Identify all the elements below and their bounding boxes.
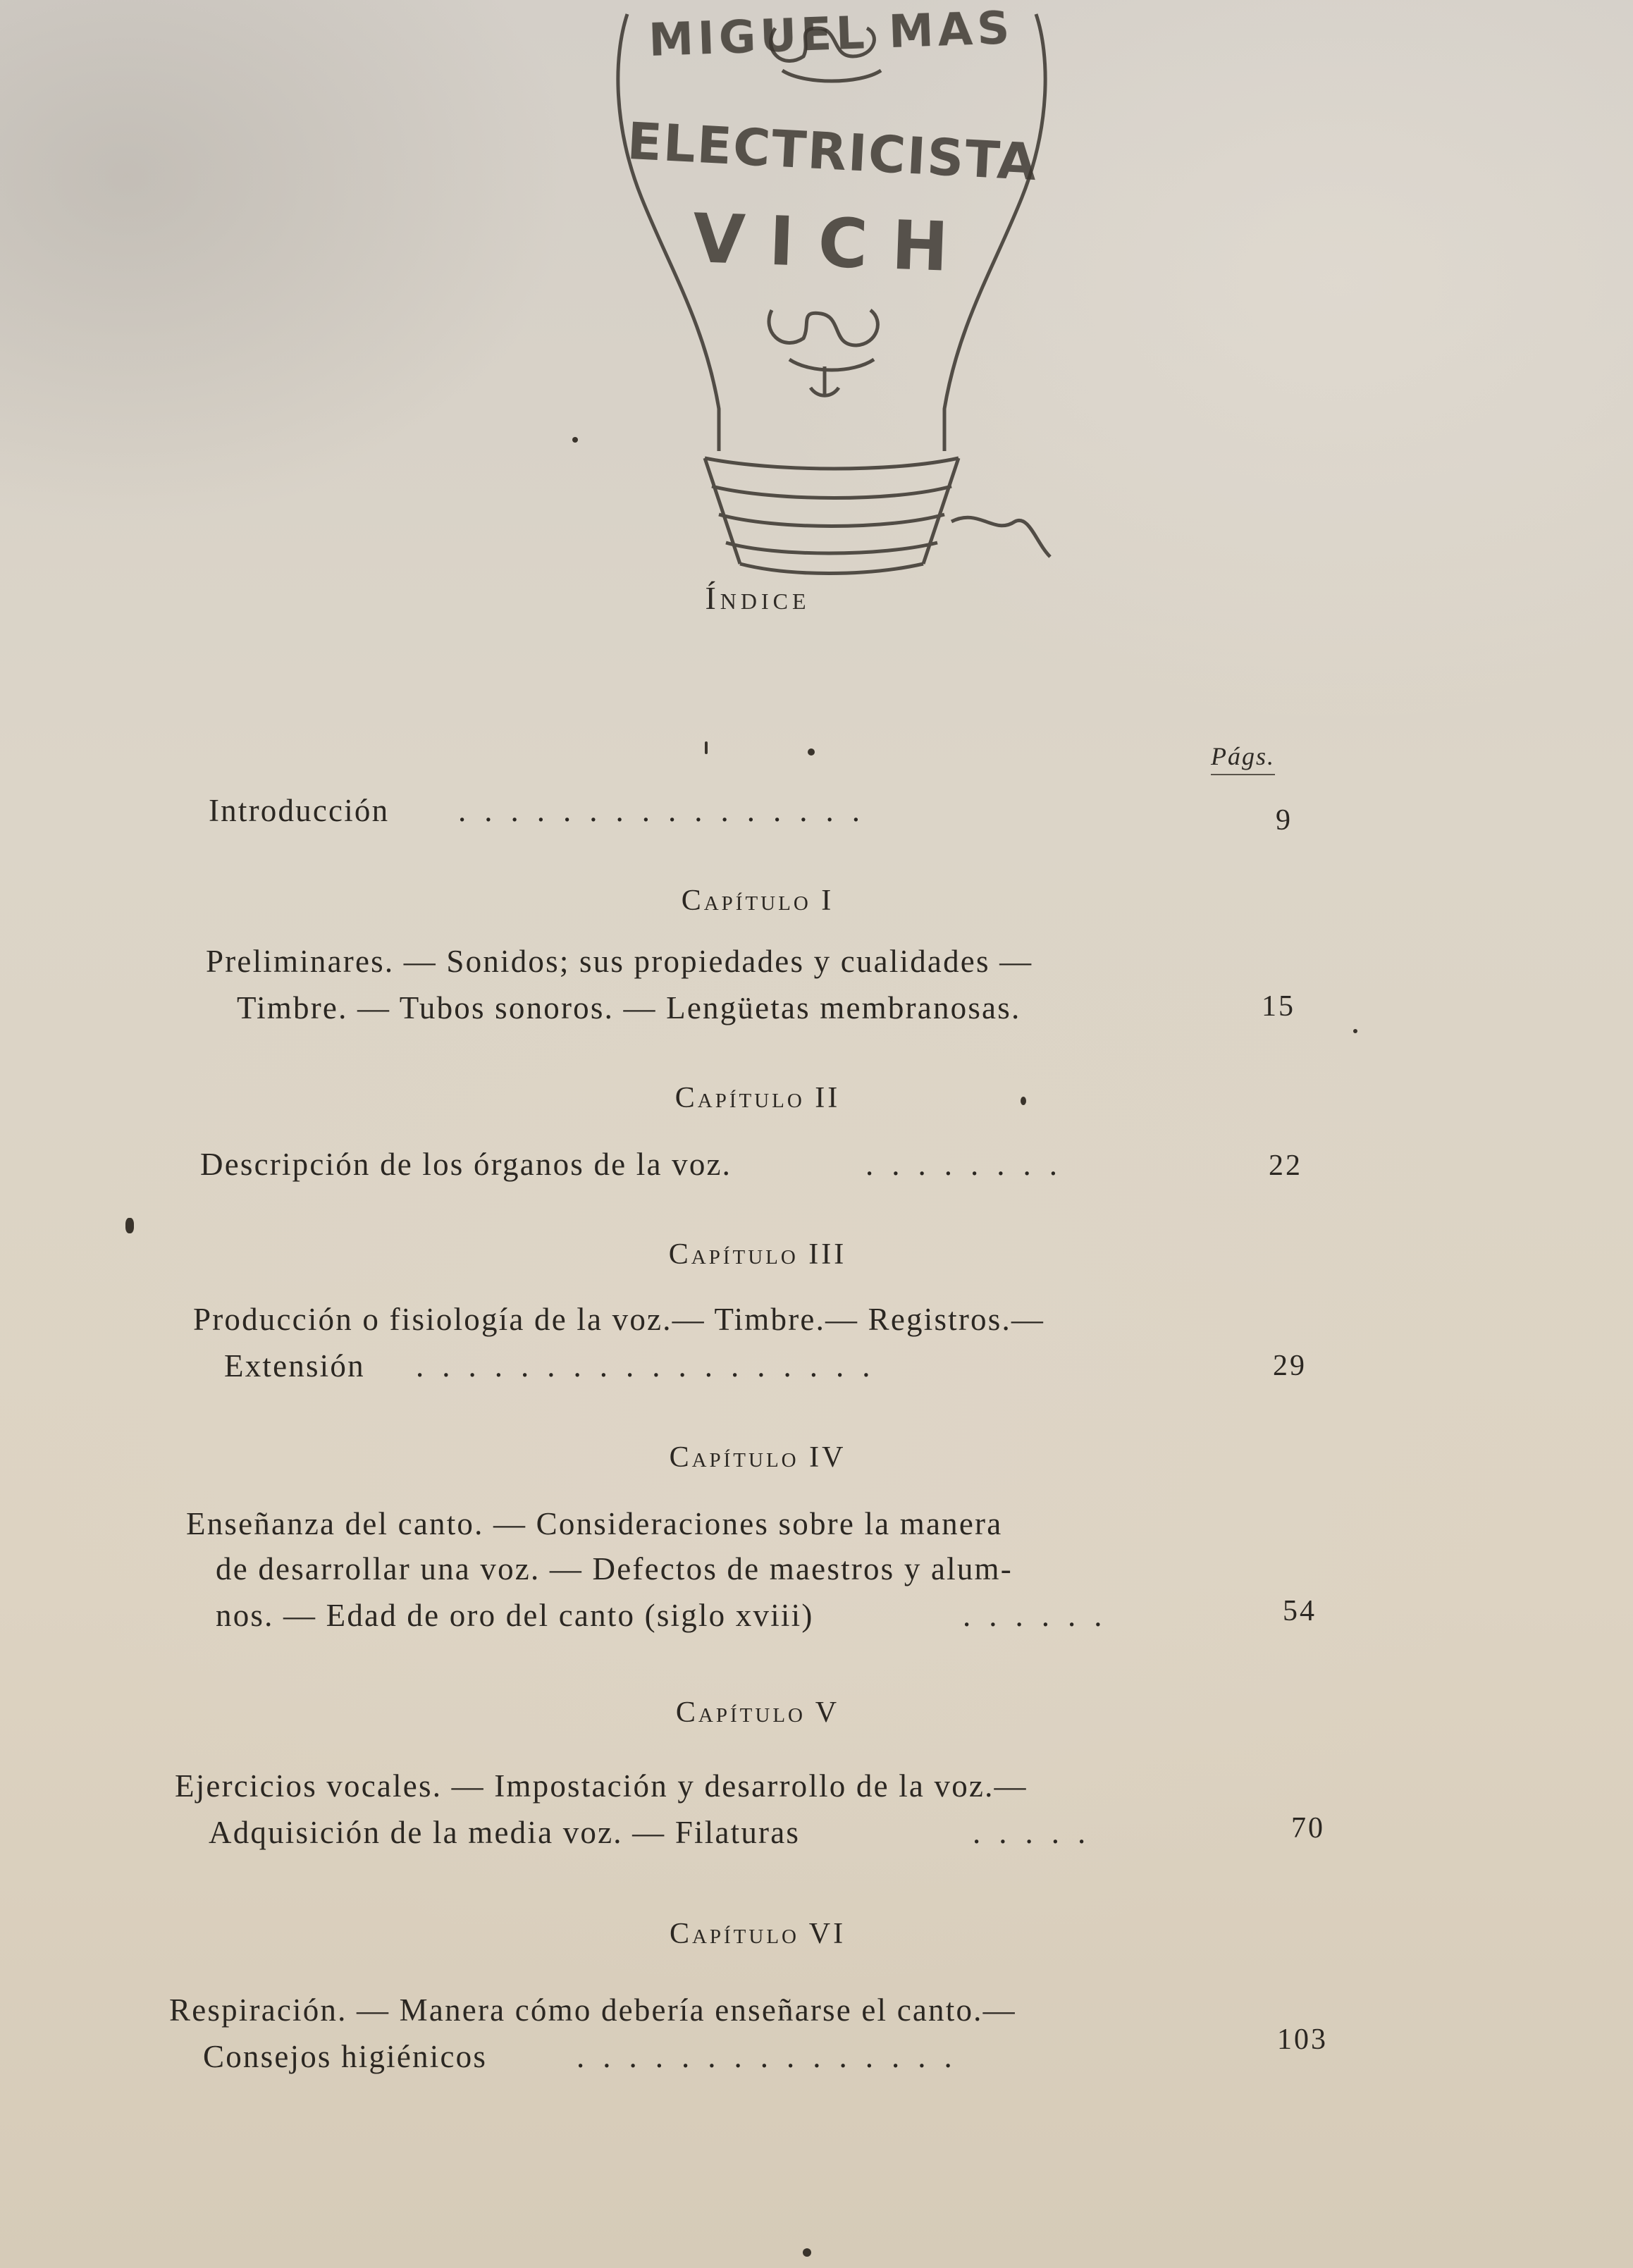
paper-speck	[1353, 1029, 1357, 1033]
toc-entry-line: Descripción de los órganos de la voz.	[200, 1147, 732, 1182]
toc-page-number: 70	[1291, 1812, 1325, 1844]
toc-entry-line: Respiración. — Manera cómo debería enseñarse el canto.—	[169, 1992, 1016, 2028]
leader-dots: ......	[963, 1598, 1121, 1633]
paper-speck	[803, 2248, 811, 2257]
toc-entry-line: Enseñanza del canto. — Consideraciones sobre la manera	[186, 1506, 1003, 1541]
toc-page-number: 29	[1273, 1350, 1307, 1382]
leader-dots: ................	[458, 793, 878, 828]
toc-page-number: 54	[1283, 1595, 1317, 1627]
chapter-heading: Capítulo I	[681, 885, 834, 917]
toc-page-number: 22	[1269, 1150, 1302, 1182]
leader-dots: ...............	[577, 2039, 970, 2074]
toc-page-number: 15	[1262, 990, 1295, 1023]
pages-column-header: Págs.	[1211, 741, 1275, 775]
page-title: Índice	[705, 580, 811, 616]
toc-entry-line: Consejos higiénicos	[203, 2039, 488, 2074]
toc-entry-line: Preliminares. — Sonidos; sus propiedades y cualidades —	[206, 944, 1033, 979]
chapter-heading: Capítulo VI	[669, 1918, 846, 1950]
toc-entry-line: Ejercicios vocales. — Impostación y desarrollo de la voz.—	[175, 1768, 1028, 1804]
toc-page-number: 9	[1276, 804, 1293, 837]
leader-dots: ........	[865, 1147, 1076, 1182]
ownership-stamp	[599, 0, 1064, 592]
toc-entry-line: de desarrollar una voz. — Defectos de maestros y alum-	[216, 1551, 1013, 1586]
stamp-text-middle: ELECTRICISTA	[625, 111, 1040, 192]
chapter-heading: Capítulo III	[668, 1238, 847, 1271]
chapter-heading: Capítulo IV	[669, 1441, 846, 1474]
toc-entry-line: Extensión	[224, 1348, 365, 1383]
chapter-heading: Capítulo II	[674, 1082, 841, 1114]
paper-speck	[125, 1218, 134, 1233]
paper-speck	[572, 437, 578, 443]
toc-page-number: 103	[1277, 2023, 1328, 2056]
toc-entry-line: nos. — Edad de oro del canto (siglo xviii)	[216, 1598, 814, 1633]
paper-speck	[705, 741, 708, 754]
toc-entry-line: Producción o fisiología de la voz.— Timbre.— Registros.—	[193, 1302, 1045, 1337]
stamp-text-top: MIGUEL MAS	[648, 1, 1015, 68]
leader-dots: .....	[973, 1815, 1104, 1850]
leader-dots: ..................	[416, 1348, 889, 1383]
stamp-text-bottom: VICH	[691, 199, 974, 288]
toc-entry-line: Timbre. — Tubos sonoros. — Lengüetas membranosas.	[237, 990, 1021, 1025]
chapter-heading: Capítulo V	[675, 1696, 840, 1729]
toc-entry-line: Adquisición de la media voz. — Filaturas	[209, 1815, 801, 1850]
paper-speck	[808, 748, 815, 756]
toc-entry-introduction: Introducción	[209, 793, 390, 828]
